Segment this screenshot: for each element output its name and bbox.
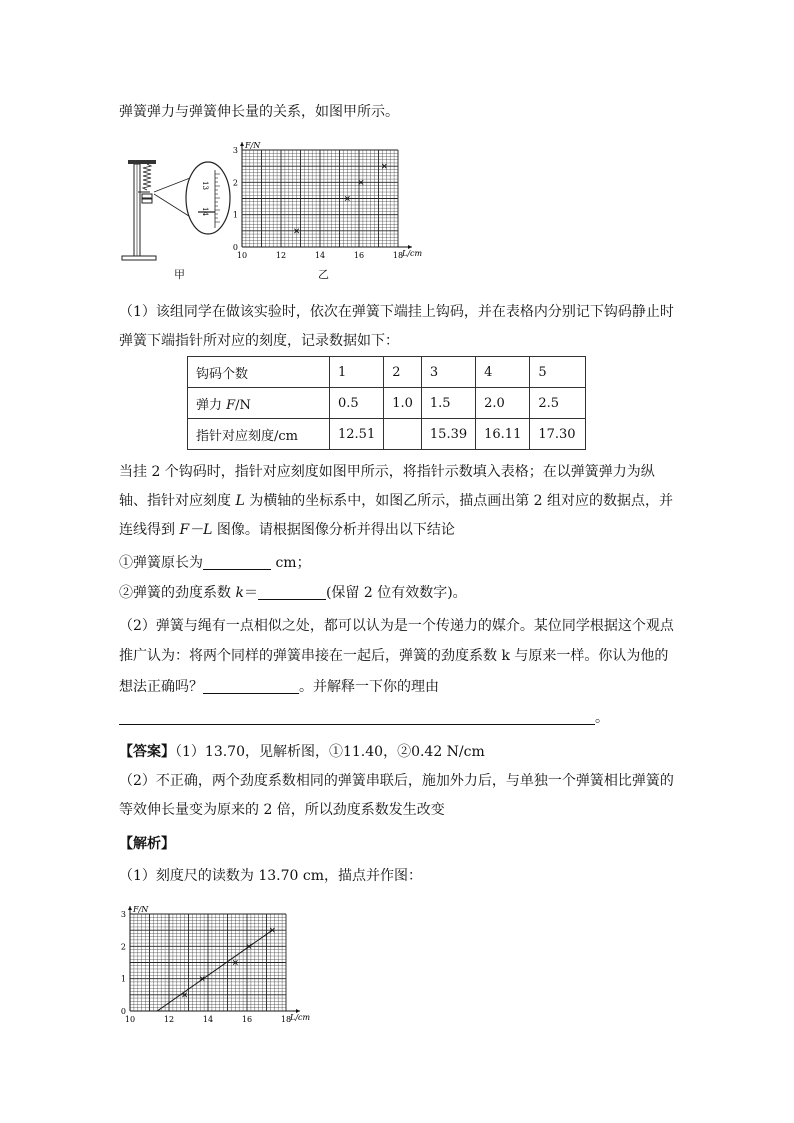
table-cell: 钩码个数 [188, 357, 330, 388]
y-axis-label: F/N [133, 905, 149, 914]
x-tick-label: 12 [275, 251, 287, 260]
analysis-label-text: 【解析】 [119, 836, 175, 852]
apparatus-figure [120, 138, 235, 278]
sub-question-1 [119, 553, 311, 573]
fit-line [157, 930, 272, 1011]
table-cell: 2.5 [530, 388, 586, 419]
table-cell: 5 [530, 357, 586, 388]
text-span: cm； [271, 555, 311, 571]
x-tick-label: 10 [236, 251, 248, 260]
table-cell: 指针对应刻度/cm [188, 419, 330, 450]
text-span: 连线得到 [119, 522, 180, 538]
answer-blank-1[interactable] [203, 555, 271, 570]
variable-F-L: F－L [179, 522, 213, 538]
answer-line1 [119, 742, 485, 762]
text-span: 轴、指针对应刻度 [119, 493, 236, 509]
intro-text: 弹簧弹力与弹簧伸长量的关系，如图甲所示。 [119, 104, 399, 120]
table-cell: 2.0 [476, 388, 530, 419]
y-axis-arrow [240, 142, 244, 146]
text-span: 图像。请根据图像分析并得出以下结论 [212, 522, 455, 538]
variable-k: k [235, 585, 244, 601]
x-tick-label: 16 [241, 1015, 253, 1024]
text-span: 为横轴的坐标系中，如图乙所示，描点画出第 2 组对应的数据点，并 [244, 493, 674, 509]
answer-label: 【答案】 [119, 744, 175, 760]
table-row [188, 357, 586, 388]
y-tick-label: 0 [232, 243, 238, 252]
answer-blank-2[interactable] [258, 585, 326, 600]
q2-reason-line [119, 708, 609, 728]
text-span: 。并解释一下你的理由 [299, 679, 439, 695]
y-tick-label: 0 [120, 1007, 126, 1016]
after-table-line2 [119, 491, 673, 511]
text-span: （1）13.70，见解析图，①11.40，②0.42 N/cm [175, 744, 485, 760]
table-cell: 0.5 [330, 388, 384, 419]
analysis-label [119, 834, 175, 854]
variable-L: L [235, 493, 245, 509]
figure-label-jia: 甲 [174, 268, 185, 281]
text-span: ＝ [243, 585, 258, 601]
scale-number-13: 13 [201, 181, 209, 190]
q2-line1: （2）弹簧与绳有一点相似之处，都可以认为是一个传递力的媒介。某位同学根据这个观点 [119, 618, 674, 634]
y-tick-label: 1 [120, 974, 126, 984]
y-tick-label: 2 [232, 178, 238, 188]
table-cell-empty[interactable] [384, 419, 422, 450]
table-cell: 4 [476, 357, 530, 388]
x-tick-label: 18 [392, 251, 404, 260]
answer-blank-3[interactable] [203, 679, 299, 694]
table-row [188, 419, 586, 450]
x-tick-label: 10 [124, 1015, 136, 1024]
q2-line3 [119, 677, 439, 697]
text-span: 想法正确吗？ [119, 679, 203, 695]
chart-yi [226, 138, 430, 266]
text-span: ①弹簧原长为 [119, 555, 203, 571]
q2-line2: 推广认为：将两个同样的弹簧串接在一起后，弹簧的劲度系数 k 与原来一样。你认为他的 [119, 648, 669, 664]
y-axis-label: F/N [245, 141, 261, 150]
x-axis-label: L/cm [402, 249, 423, 258]
analysis-line1: （1）刻度尺的读数为 13.70 cm，描点并作图： [119, 868, 423, 884]
x-tick-label: 16 [353, 251, 365, 260]
chart-answer [114, 902, 318, 1030]
after-table-line3 [119, 520, 455, 540]
table-cell: 15.39 [421, 419, 475, 450]
y-axis-arrow [128, 906, 132, 910]
y-tick-label: 3 [232, 146, 238, 155]
x-tick-label: 12 [163, 1015, 175, 1024]
table-cell: 1 [330, 357, 384, 388]
table-cell: 2 [384, 357, 422, 388]
table-cell: 16.11 [476, 419, 530, 450]
scale-number-14: 14 [201, 207, 209, 216]
x-tick-label: 14 [314, 251, 326, 260]
text-span: (保留 2 位有效数字)。 [325, 585, 467, 601]
y-tick-label: 2 [120, 942, 126, 952]
answer-line2: （2）不正确，两个劲度系数相同的弹簧串联后，施加外力后，与单独一个弹簧相比弹簧的 [119, 773, 674, 789]
data-table [187, 356, 586, 450]
table-cell: 3 [421, 357, 475, 388]
y-tick-label: 3 [120, 910, 126, 919]
answer-blank-reason[interactable] [119, 710, 595, 725]
table-row [188, 388, 586, 419]
figure-label-yi: 乙 [318, 268, 329, 281]
y-tick-label: 1 [232, 210, 238, 220]
table-cell: 12.51 [330, 419, 384, 450]
after-table-line1: 当挂 2 个钩码时，指针对应刻度如图甲所示，将指针示数填入表格；在以弹簧弹力为纵 [119, 464, 655, 480]
table-cell: 弹力 F/N [188, 388, 330, 419]
table-cell: 1.5 [421, 388, 475, 419]
text-span: 。 [595, 710, 609, 726]
table-cell: 17.30 [530, 419, 586, 450]
sub-question-2 [119, 583, 467, 603]
answer-line3: 等效伸长量变为原来的 2 倍，所以劲度系数发生改变 [119, 802, 445, 818]
q1-line1: （1）该组同学在做该实验时，依次在弹簧下端挂上钩码，并在表格内分别记下钩码静止时 [119, 304, 674, 320]
text-span: ②弹簧的劲度系数 [119, 585, 236, 601]
x-tick-label: 18 [280, 1015, 292, 1024]
q1-line2: 弹簧下端指针所对应的刻度，记录数据如下： [119, 333, 399, 349]
x-tick-label: 14 [202, 1015, 214, 1024]
x-axis-label: L/cm [290, 1013, 311, 1022]
table-cell: 1.0 [384, 388, 422, 419]
